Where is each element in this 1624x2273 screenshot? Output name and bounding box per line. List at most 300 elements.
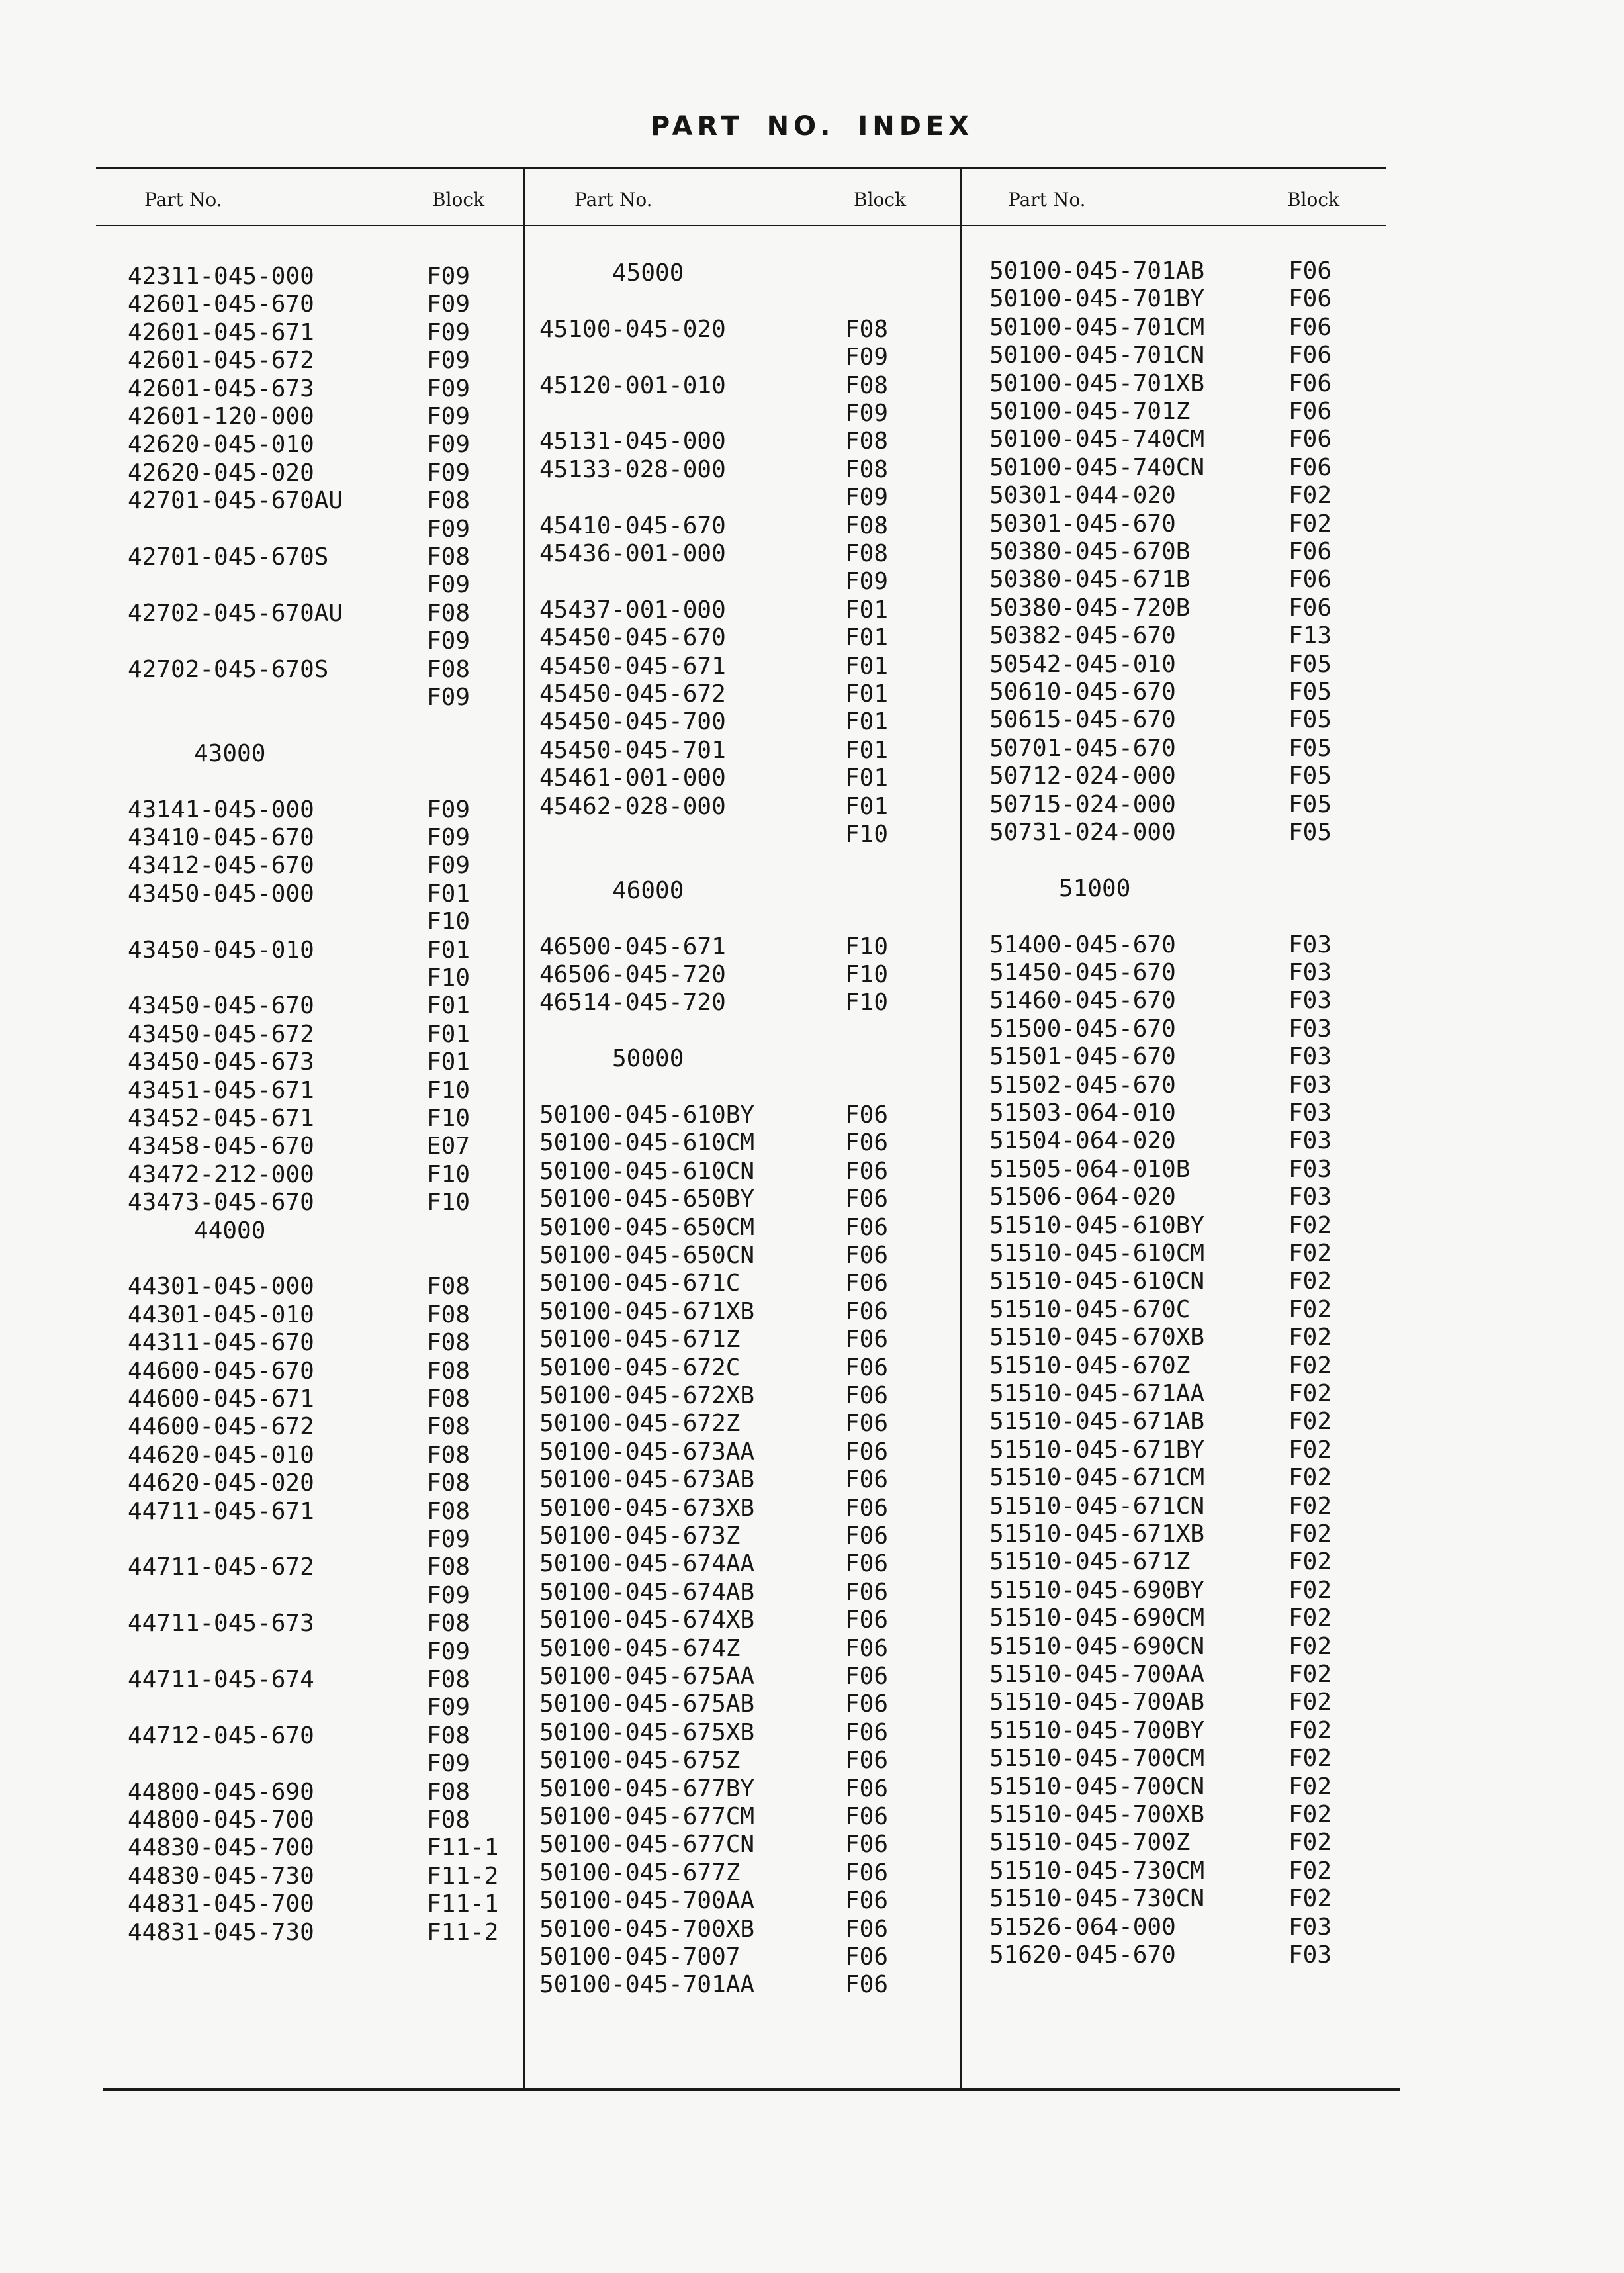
part-number: 43450-045-000 [128,880,314,907]
block-code: F01 [427,936,471,964]
part-number: 43458-045-670 [128,1133,314,1160]
header-rule [96,225,1386,226]
part-number: 43450-045-670 [128,992,314,1020]
block-code: F01 [845,765,889,792]
part-number: 50100-045-701AA [539,1971,755,1999]
part-number: 50100-045-740CM [989,426,1205,453]
index-row [128,347,471,375]
index-row [128,459,471,487]
index-row [539,596,889,624]
index-row [128,487,471,515]
part-number: 44600-045-671 [128,1385,314,1413]
index-row [989,342,1332,369]
block-code: F08 [427,1469,471,1497]
part-number: 44711-045-672 [128,1554,314,1581]
part-number: 50100-045-672C [539,1354,741,1381]
part-number: 51400-045-670 [989,931,1176,958]
part-number: 44831-045-730 [128,1918,314,1946]
index-row [128,543,471,571]
index-row [539,1915,889,1943]
block-code: F06 [845,1466,889,1494]
part-number: 51501-045-670 [989,1043,1176,1071]
block-code: F10 [427,908,471,936]
block-code: F01 [427,1048,471,1076]
index-row [128,1301,471,1328]
block-code: F03 [1288,1941,1332,1969]
part-number: 51620-045-670 [989,1941,1176,1969]
block-code: F02 [1288,1380,1332,1407]
column-header-block: Block [1287,189,1340,210]
index-row [989,1099,1332,1127]
block-code: F06 [845,1213,889,1241]
index-row [989,1240,1332,1267]
index-row [989,1071,1332,1099]
block-code: F08 [427,543,471,571]
index-row [539,1606,889,1634]
part-number: 51504-064-020 [989,1127,1176,1155]
block-code: F02 [1288,1408,1332,1436]
part-number: 50100-045-610CM [539,1129,755,1157]
block-code: F06 [845,1831,889,1859]
part-number: 50380-045-720B [989,594,1191,622]
block-code: F01 [845,792,889,820]
part-number: 45100-045-020 [539,315,726,343]
part-number: 50715-024-000 [989,790,1176,818]
index-row [539,455,889,483]
part-number: 45461-001-000 [539,765,726,792]
index-row [539,652,889,680]
part-number: 50100-045-610BY [539,1101,755,1129]
part-number: 50100-045-671Z [539,1326,741,1354]
block-code: F06 [845,1410,889,1438]
part-number: 44600-045-670 [128,1357,314,1385]
part-number: 44831-045-700 [128,1890,314,1918]
index-row [539,315,889,343]
part-number: 51510-045-671Z [989,1548,1191,1576]
part-number: 50100-045-650BY [539,1185,755,1213]
part-number: 50100-045-650CN [539,1242,755,1269]
block-code: F03 [1288,1099,1332,1127]
block-code: F05 [1288,790,1332,818]
block-code: F06 [845,1382,889,1409]
index-row [128,1076,471,1104]
index-row [539,1382,889,1409]
index-row [128,1385,471,1413]
part-number: 51510-045-671CM [989,1464,1205,1492]
index-row [539,371,889,399]
part-number: 43472-212-000 [128,1160,314,1188]
part-number: 51460-045-670 [989,987,1176,1015]
index-row [128,1918,499,1946]
part-number: 45120-001-010 [539,371,726,399]
index-row [128,1497,471,1525]
section-heading: 45000 [612,259,684,287]
block-code: F02 [1288,1295,1332,1323]
index-row [539,1887,889,1915]
block-code: F01 [427,880,471,907]
block-code: F08 [427,1441,471,1469]
block-code: F08 [427,1385,471,1413]
index-row [989,1661,1332,1688]
part-number: 45437-001-000 [539,596,726,624]
block-code: F10 [427,1160,471,1188]
block-code: F06 [845,1326,889,1354]
block-code: F06 [845,1859,889,1886]
index-row [128,1357,471,1385]
block-code: F06 [845,1157,889,1185]
index-row [128,880,471,907]
block-code: F03 [1288,987,1332,1015]
block-code: F10 [845,989,889,1017]
block-code: F03 [1288,1127,1332,1155]
part-number: 51510-045-610CM [989,1240,1205,1267]
block-code: F03 [1288,1913,1332,1941]
index-row [539,1354,889,1381]
index-row [989,285,1332,313]
block-code: F01 [427,992,471,1020]
index-row [989,1548,1332,1576]
part-number: 51510-045-610CN [989,1268,1205,1295]
block-code: F02 [1288,510,1332,537]
index-row [128,1666,471,1693]
block-code: F06 [845,1578,889,1606]
block-code: F08 [427,1497,471,1525]
part-number: 50100-045-700AA [539,1887,755,1915]
index-row [989,1829,1332,1857]
part-number: 42702-045-670S [128,655,329,683]
block-code: F08 [427,1273,471,1301]
block-code: F03 [1288,959,1332,986]
block-code: F06 [1288,369,1332,397]
part-number: 51510-045-730CN [989,1885,1205,1913]
index-row [539,1326,889,1354]
block-code: F10 [845,961,889,988]
part-number: 42601-045-673 [128,375,314,402]
part-number: 42601-045-671 [128,318,314,346]
block-code: F02 [1288,1492,1332,1520]
block-code: F10 [845,821,889,848]
part-number: 50100-045-674AB [539,1578,755,1606]
index-row [539,1213,889,1241]
part-number: 51510-045-671CN [989,1492,1205,1520]
part-number: 51510-045-700BY [989,1716,1205,1744]
part-number: 50100-045-675Z [539,1747,741,1775]
index-row [539,1634,889,1662]
block-code: F09 [427,291,471,318]
index-row [989,1632,1332,1660]
index-row [989,1604,1332,1632]
block-code: F02 [1288,1268,1332,1295]
block-code: F06 [845,1887,889,1915]
index-row [128,936,471,964]
block-code: F03 [1288,931,1332,958]
block-code: F09 [427,627,471,655]
block-code: F10 [427,1076,471,1104]
block-code: F02 [1288,1661,1332,1688]
part-number: 50100-045-701CN [989,342,1205,369]
block-code: F09 [427,852,471,880]
block-code: F06 [1288,257,1332,285]
part-number: 50100-045-673Z [539,1522,741,1550]
index-row [128,1189,471,1217]
index-row [539,792,889,820]
block-code: F03 [1288,1183,1332,1211]
part-number: 50100-045-675AB [539,1691,755,1718]
part-number: 50100-045-671C [539,1270,741,1297]
part-number: 43450-045-010 [128,936,314,964]
part-number: 50100-045-7007 [539,1943,741,1971]
part-number: 50100-045-701BY [989,285,1205,313]
index-row [539,1410,889,1438]
index-row [539,1185,889,1213]
index-row [989,763,1332,790]
index-row [539,1718,889,1746]
block-code: F06 [1288,426,1332,453]
index-row [539,1466,889,1494]
block-code: F08 [845,455,889,483]
block-code: F10 [427,1189,471,1217]
part-number: 50100-045-701XB [989,369,1205,397]
part-number: 50382-045-670 [989,622,1176,650]
part-number: 45450-045-701 [539,736,726,764]
index-row [989,819,1332,846]
block-code: F06 [845,1663,889,1690]
part-number: 50701-045-670 [989,734,1176,762]
index-row [539,1578,889,1606]
block-code: F08 [427,1722,471,1749]
block-code: F06 [845,1943,889,1971]
part-number: 43451-045-671 [128,1076,314,1104]
index-row [989,987,1332,1015]
block-code: F06 [845,1803,889,1830]
index-row [539,428,889,455]
block-code: F11-1 [427,1890,499,1918]
part-number: 43450-045-673 [128,1048,314,1076]
block-code: F02 [1288,1829,1332,1857]
index-row [539,1157,889,1185]
index-row [128,992,471,1020]
block-code: F09 [427,347,471,375]
part-number: 45450-045-670 [539,624,726,652]
part-number: 51510-045-671AA [989,1380,1205,1407]
column-header-block: Block [432,189,485,210]
block-code: F01 [845,652,889,680]
index-row [128,375,471,402]
index-row [128,852,471,880]
part-number: 42601-120-000 [128,403,314,430]
index-row [539,680,889,708]
index-row [989,678,1332,706]
index-row [989,1773,1332,1800]
column-header-block: Block [854,189,907,210]
part-number: 44830-045-730 [128,1862,314,1890]
block-code: F09 [427,1581,471,1609]
index-row [989,1913,1332,1941]
block-code: F06 [845,1438,889,1465]
index-row [539,961,889,988]
block-code: F09 [845,344,889,371]
part-number: 51506-064-020 [989,1183,1176,1211]
block-code: F08 [427,1301,471,1328]
part-number: 45410-045-670 [539,512,726,539]
index-row [128,1133,471,1160]
index-row [539,1831,889,1859]
block-code: F02 [1288,1576,1332,1604]
part-number: 50301-044-020 [989,482,1176,510]
block-code: F02 [1288,1211,1332,1239]
index-row [989,1408,1332,1436]
top-rule [96,167,1386,169]
block-code: F06 [1288,538,1332,565]
part-number: 51510-045-670C [989,1295,1191,1323]
block-code: F03 [1288,1155,1332,1183]
part-number: 44712-045-670 [128,1722,314,1749]
part-number: 50100-045-672Z [539,1410,741,1438]
part-number: 50100-045-701Z [989,398,1191,425]
part-number: 51510-045-670XB [989,1324,1205,1352]
index-row [539,736,889,764]
part-number: 42601-045-672 [128,347,314,375]
index-row [989,1211,1332,1239]
block-code: F01 [845,708,889,736]
part-number: 51510-045-700Z [989,1829,1191,1857]
block-code: F06 [1288,398,1332,425]
part-number: 50542-045-010 [989,650,1176,678]
block-code: F08 [427,1554,471,1581]
block-code: F06 [845,1242,889,1269]
part-number: 50100-045-677BY [539,1775,755,1802]
part-number: 50610-045-670 [989,678,1176,706]
index-row [128,1554,471,1581]
part-number: 51510-045-700CN [989,1773,1205,1800]
part-number: 42701-045-670S [128,543,329,571]
index-row [128,824,471,851]
part-number: 44711-045-671 [128,1497,314,1525]
index-row [989,706,1332,734]
index-row [539,1691,889,1718]
index-row [128,1469,471,1497]
index-row [989,1492,1332,1520]
part-number: 51510-045-670Z [989,1352,1191,1379]
section-heading: 46000 [612,876,684,904]
index-row [128,1020,471,1048]
block-code: F09 [427,515,471,543]
part-number: 51510-045-671AB [989,1408,1205,1436]
block-code: F02 [1288,1632,1332,1660]
index-row [989,482,1332,510]
block-code: F06 [845,1634,889,1662]
page-title: PART NO. INDEX [650,111,974,142]
block-code: F09 [427,263,471,290]
part-number: 50100-045-674XB [539,1606,755,1634]
block-code: F11-2 [427,1862,499,1890]
index-row [128,1048,471,1076]
section-heading: 50000 [612,1045,684,1073]
index-row [989,313,1332,341]
block-code: F09 [427,571,471,599]
block-code: F06 [845,1297,889,1325]
part-number: 51510-045-700XB [989,1801,1205,1828]
index-row [128,431,471,459]
part-number: 44711-045-674 [128,1666,314,1693]
block-code: F06 [1288,313,1332,341]
index-row [128,1610,471,1638]
index-row [989,1941,1332,1969]
part-number: 45450-045-672 [539,680,726,708]
block-code: F08 [845,315,889,343]
index-row [128,599,471,627]
block-code: F08 [427,1329,471,1357]
part-number: 50100-045-672XB [539,1382,755,1409]
block-code: F01 [845,680,889,708]
index-row [539,1747,889,1775]
index-row [128,263,471,290]
block-code: F02 [1288,1548,1332,1576]
part-number: 42702-045-670AU [128,599,343,627]
part-number: 45462-028-000 [539,792,726,820]
block-code: F08 [427,487,471,515]
block-code: F02 [1288,482,1332,510]
block-code: F11-2 [427,1918,499,1946]
index-row [539,1438,889,1465]
column-header-part: Part No. [144,189,222,210]
block-code: F06 [845,1185,889,1213]
index-row [989,1464,1332,1492]
index-row [989,650,1332,678]
index-row [539,1270,889,1297]
index-row [539,1242,889,1269]
block-code: F09 [427,1526,471,1553]
block-code: F02 [1288,1604,1332,1632]
column-divider [523,169,525,2089]
block-code: F06 [1288,594,1332,622]
part-number: 50100-045-677CN [539,1831,755,1859]
part-number: 43452-045-671 [128,1105,314,1132]
index-row [128,1806,471,1833]
index-row [539,512,889,539]
part-number: 43473-045-670 [128,1189,314,1217]
block-code: F09 [427,824,471,851]
block-code: F06 [845,1522,889,1550]
part-number: 44620-045-010 [128,1441,314,1469]
index-row [989,538,1332,565]
part-number: 44830-045-700 [128,1834,314,1862]
index-row [128,1329,471,1357]
part-number: 51510-045-690CN [989,1632,1205,1660]
index-row [539,1775,889,1802]
block-code: F01 [427,1020,471,1048]
index-row [989,790,1332,818]
index-row [989,510,1332,537]
block-code: F02 [1288,1240,1332,1267]
block-code: F10 [845,933,889,960]
part-number: 50100-045-677Z [539,1859,741,1886]
block-code: F02 [1288,1716,1332,1744]
block-code: F09 [427,684,471,711]
column-divider [960,169,962,2089]
index-row [989,1436,1332,1463]
index-row [989,1689,1332,1716]
index-row [128,1862,499,1890]
block-code: F09 [427,796,471,823]
block-code: F06 [845,1747,889,1775]
block-code: F02 [1288,1857,1332,1884]
block-code: F13 [1288,622,1332,650]
part-number: 51510-045-700AB [989,1689,1205,1716]
part-number: 50380-045-670B [989,538,1191,565]
part-number: 51510-045-690BY [989,1576,1205,1604]
part-number: 51503-064-010 [989,1099,1176,1127]
